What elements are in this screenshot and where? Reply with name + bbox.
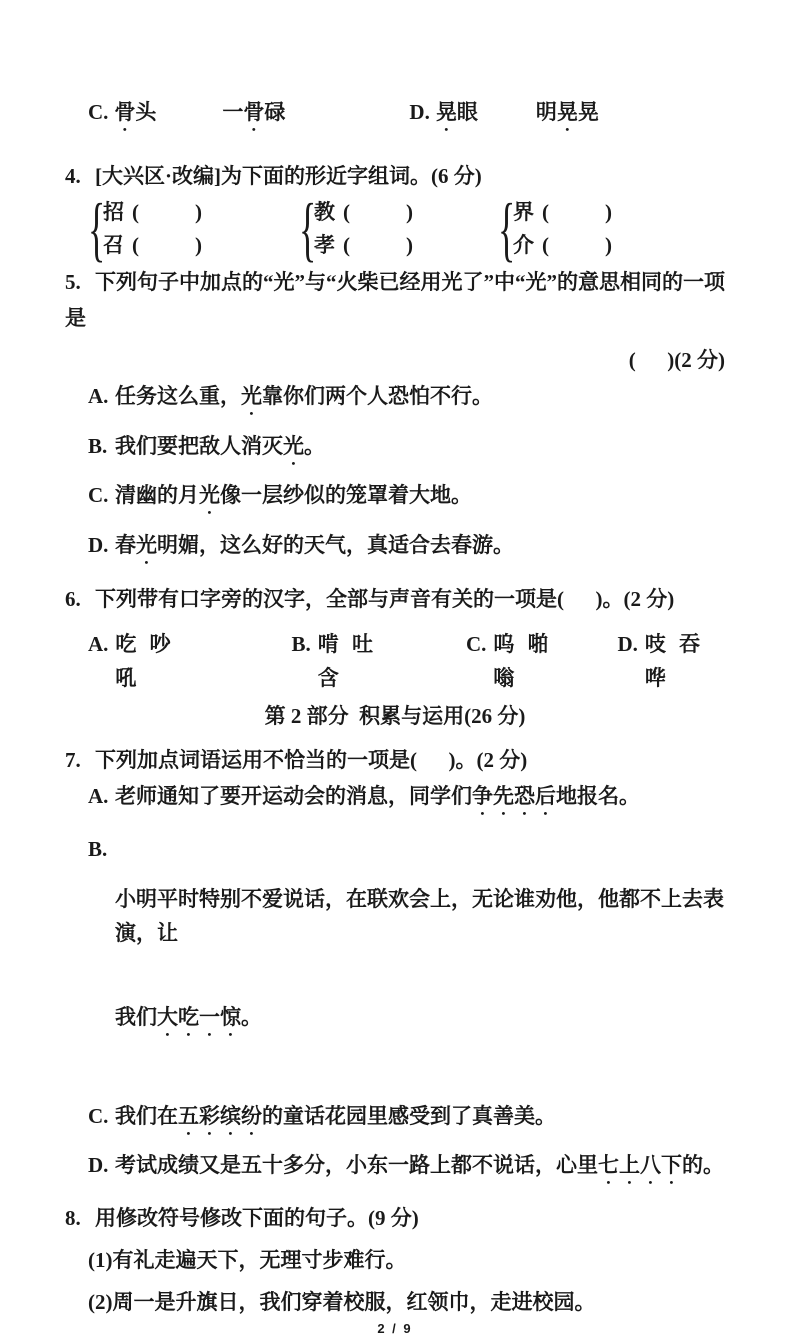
word-group-2: { 教 ( ) 孝 ( ) xyxy=(299,189,413,269)
question4-word-groups xyxy=(65,189,725,269)
question3-options-row xyxy=(65,95,725,136)
brace-icon: { xyxy=(498,189,516,269)
brace-icon: { xyxy=(88,189,106,269)
question7-number: 7. xyxy=(65,748,81,772)
question4-stem: 4. [大兴区·改编]为下面的形近字组词。(6 分) xyxy=(65,159,725,193)
page-number-indicator: 2 / 9 xyxy=(377,1321,413,1336)
question6-number: 6. xyxy=(65,587,81,611)
question5-stem: 5. 下列句子中加点的“光”与“火柴已经用光了”中“光”的意思相同的一项 xyxy=(65,265,725,299)
question6-option-a: A. 吃 吵 吼 xyxy=(88,632,184,690)
question8-stem: 8. 用修改符号修改下面的句子。(9 分) xyxy=(65,1201,725,1235)
option-d-label: D. xyxy=(409,100,430,124)
question6-option-d: D. 吱 吞 哗 xyxy=(617,632,714,690)
option-d-word-1: 晃眼 xyxy=(435,100,478,124)
question5-option-c: C. 清幽的月光像一层纱似的笼罩着大地。 xyxy=(88,483,472,507)
question5-answer-blank: ( )(2 分) xyxy=(628,348,725,372)
question5-option-a: A. 任务这么重，光靠你们两个人恐怕不行。 xyxy=(88,384,493,408)
option-b-line2: 我们大吃一惊。 xyxy=(115,1005,262,1029)
question5-option-b: B. 我们要把敌人消灭光。 xyxy=(88,434,325,458)
question6-options-row xyxy=(65,627,725,695)
question5-option-d: D. 春光明媚，这么好的天气，真适合去春游。 xyxy=(88,533,514,557)
word-group-1: { 招 ( ) 召 ( ) xyxy=(88,189,202,269)
question6-option-c: C. 呜 啪 嗡 xyxy=(465,632,562,690)
option-c-label: C. xyxy=(88,100,109,124)
question4-number: 4. xyxy=(65,164,81,188)
question7-option-a: A. 老师通知了要开运动会的消息，同学们争先恐后地报名。 xyxy=(88,784,640,808)
question7-option-b: B. 小明平时特别不爱说话，在联欢会上，无论谁劝他，他都不上去表演，让 我们大吃一惊。 xyxy=(65,832,725,1091)
question5-number: 5. xyxy=(65,270,81,294)
option-c-word-2: 一骨碌 xyxy=(222,100,286,124)
question7-option-d: D. 考试成绩又是五十多分，小东一路上都不说话，心里七上八下的。 xyxy=(88,1153,724,1177)
option-d-word-2: 明晃晃 xyxy=(535,100,599,124)
brace-icon: { xyxy=(299,189,317,269)
question7-stem: 7. 下列加点词语运用不恰当的一项是( )。(2 分) xyxy=(65,743,725,777)
question6-stem: 6. 下列带有口字旁的汉字，全部与声音有关的一项是( )。(2 分) xyxy=(65,582,725,616)
section2-heading: 第 2 部分 积累与运用(26 分) xyxy=(264,704,526,728)
question8-number: 8. xyxy=(65,1206,81,1230)
option-b-line1: 小明平时特别不爱说话，在联欢会上，无论谁劝他，他都不上去表演，让 xyxy=(115,887,724,945)
question8-item-1: (1)有礼走遍天下，无理寸步难行。 xyxy=(88,1248,407,1272)
question8-item-2: (2)周一是升旗日，我们穿着校服，红领巾，走进校园。 xyxy=(88,1290,596,1314)
question5-stem-line2: 是 xyxy=(65,306,86,330)
word-group-3: { 界 ( ) 介 ( ) xyxy=(498,189,612,269)
question6-option-b: B. 啃 吐 含 xyxy=(291,632,387,690)
option-c-word-1: 骨头 xyxy=(114,100,157,124)
question7-option-c: C. 我们在五彩缤纷的童话花园里感受到了真善美。 xyxy=(88,1104,556,1128)
